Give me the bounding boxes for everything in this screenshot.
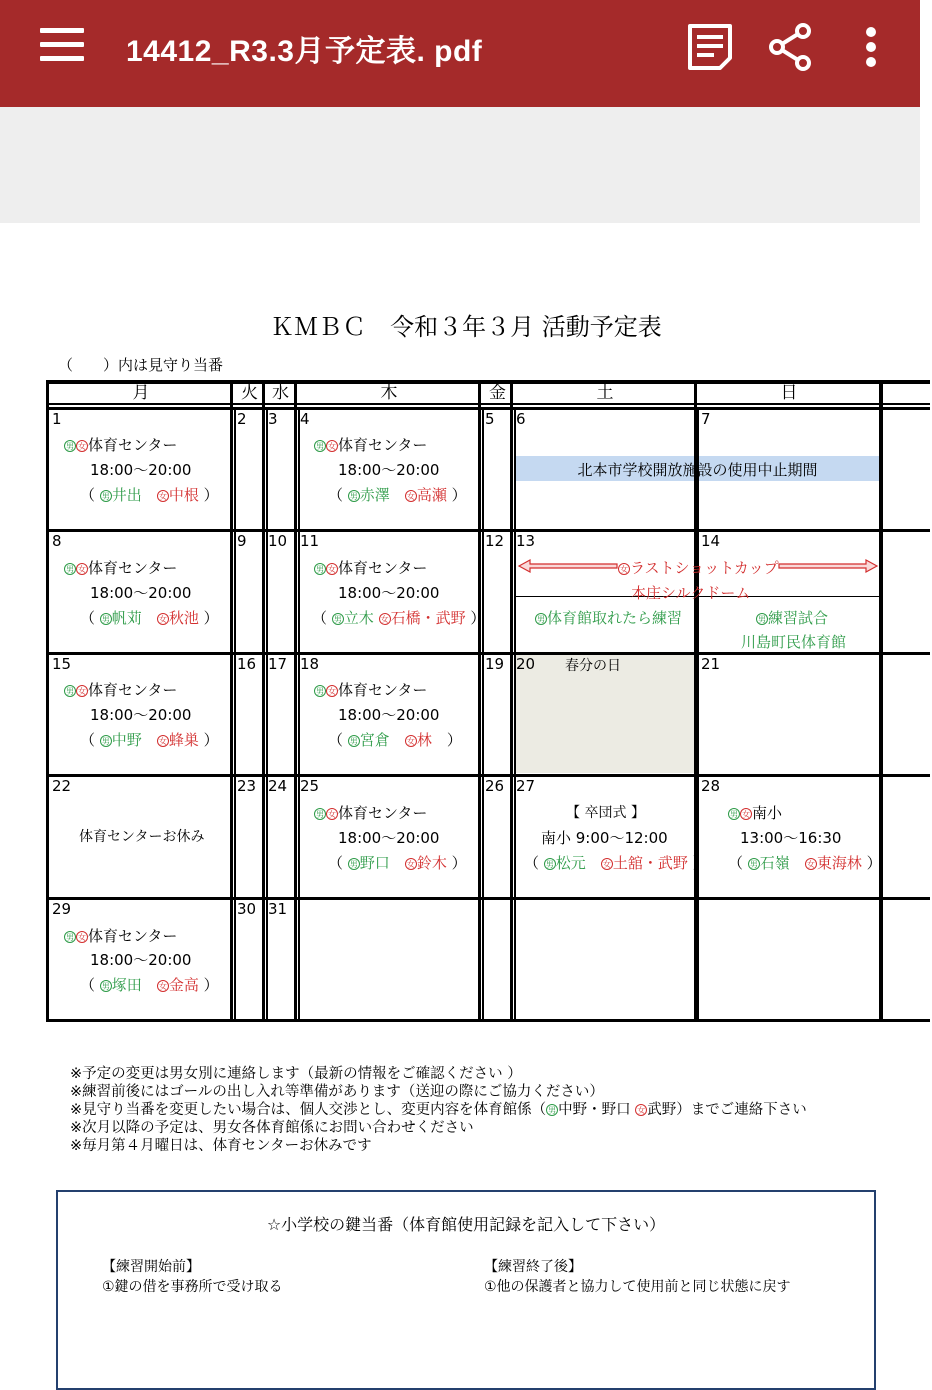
day-19: 19 (485, 655, 505, 673)
session-place: 男 女 体育センター (66, 927, 178, 945)
document-title: 14412_R3.3月予定表. pdf (126, 35, 483, 68)
session-place: 男 女 南小 (730, 804, 783, 822)
day-15: 15 (52, 655, 72, 673)
grid-vline (478, 380, 481, 1022)
grid-vline (482, 407, 484, 1022)
grid-vline (298, 407, 300, 1022)
day-20: 20 (516, 655, 536, 673)
cup-arrow-right (778, 559, 878, 573)
header-sat: 土 (596, 383, 614, 403)
before-practice-item: ①鍵の借を事務所で受け取る (102, 1279, 283, 1295)
session-time: 18:00～20:00 (338, 584, 440, 602)
closure-banner-text: 北本市学校開放施設の使用中止期間 (577, 461, 818, 479)
session-time: 18:00～20:00 (338, 829, 440, 847)
duty-parents: （ 男 赤澤 女 高瀬 ） (328, 486, 467, 504)
day-14: 14 (701, 532, 721, 550)
day-2: 2 (237, 410, 247, 428)
grid-vline (697, 407, 699, 1022)
header-thu: 木 (380, 383, 398, 403)
duty-parents: （ 男 塚田 女 金高 ） (80, 976, 219, 994)
session-place: 男 女 体育センター (316, 804, 428, 822)
day-18: 18 (300, 655, 320, 673)
day-12: 12 (485, 532, 505, 550)
session-place: 男 女 体育センター (316, 681, 428, 699)
key-duty-title: ☆小学校の鍵当番（体育館使用記録を記入して下さい） (266, 1215, 666, 1234)
duty-parents: （ 男 帆苅 女 秋池 ） (80, 609, 219, 627)
header-mon: 月 (132, 383, 150, 403)
session-place: 男 女 体育センター (316, 436, 428, 454)
duty-parents: （ 男 井出 女 中根 ） (80, 486, 219, 504)
day-13: 13 (516, 532, 536, 550)
day-10: 10 (268, 532, 288, 550)
cup-event: 女 ラストショットカップ (620, 559, 779, 577)
grid-hline (46, 897, 930, 900)
duty-parents: （ 男 立木 女 石橋・武野 ） (312, 609, 486, 627)
note-line: ※予定の変更は男女別に連絡します（最新の情報をご確認ください ） (70, 1066, 522, 1082)
grid-hline (46, 1019, 930, 1022)
day-11: 11 (300, 532, 320, 550)
cup-arrow-left (518, 559, 618, 573)
page-gap (0, 107, 920, 223)
sun-14-venue: 川島町民体育館 (741, 633, 847, 651)
footer-notes (70, 1065, 807, 1155)
day-6: 6 (516, 410, 526, 428)
header-sun: 日 (780, 383, 798, 403)
center-closed: 体育センターお休み (79, 829, 205, 845)
duty-parents: （ 男 中野 女 蜂巣 ） (80, 731, 219, 749)
day-26: 26 (485, 777, 505, 795)
day-25: 25 (300, 777, 320, 795)
grid-vline (46, 380, 49, 1022)
header-fri: 金 (489, 383, 506, 403)
share-icon[interactable] (768, 22, 818, 72)
day-30: 30 (237, 900, 257, 918)
day-31: 31 (268, 900, 288, 918)
note-line: ※毎月第４月曜日は、体育センターお休みです (70, 1138, 372, 1154)
session-time: 13:00～16:30 (740, 829, 842, 847)
day-8: 8 (52, 532, 62, 550)
grid-vline (514, 407, 516, 1022)
note-line: ※見守り当番を変更したい場合は、個人交渉とし、変更内容を体育館係（ 男 中野・野口 女 武野）までご連絡下さい (70, 1102, 807, 1118)
note-line: ※練習前後にはゴールの出し入れ等準備があります（送迎の際にご協力ください） (70, 1084, 604, 1100)
header-tue: 火 (241, 383, 258, 403)
day-29: 29 (52, 900, 72, 918)
day-17: 17 (268, 655, 288, 673)
graduation-event: 【 卒団式 】 (566, 805, 645, 821)
day-21: 21 (701, 655, 721, 673)
after-practice-heading: 【練習終了後】 (484, 1259, 582, 1275)
day-16: 16 (237, 655, 257, 673)
holiday-label: 春分の日 (565, 658, 621, 674)
key-duty-box (56, 1190, 876, 1390)
header-wed: 水 (272, 383, 289, 403)
session-time: 18:00～20:00 (90, 706, 192, 724)
day-28: 28 (701, 777, 721, 795)
grid-vline (262, 380, 265, 1022)
session-time: 18:00～20:00 (90, 461, 192, 479)
day-7: 7 (701, 410, 711, 428)
day-22: 22 (52, 777, 72, 795)
day-3: 3 (268, 410, 278, 428)
session-time: 18:00～20:00 (90, 584, 192, 602)
menu-icon[interactable] (40, 28, 84, 62)
cup-divider-v (697, 596, 698, 652)
session-place: 男 女 体育センター (66, 559, 178, 577)
grid-vline (294, 380, 297, 1022)
sat-13-practice: 男 体育館取れたら練習 (537, 609, 683, 627)
duty-parents: （ 男 松元 女 土舘・武野 ） (524, 854, 708, 872)
session-time: 18:00～20:00 (338, 706, 440, 724)
duty-parents: （ 男 宮倉 女 林 ） (328, 731, 462, 749)
grid-vline (230, 380, 233, 1022)
day-23: 23 (237, 777, 257, 795)
grid-vline (234, 407, 236, 1022)
cup-venue: 本庄シルクドーム (631, 584, 751, 602)
duty-note: （ ）内は見守り当番 (58, 356, 224, 374)
session-place: 男 女 体育センター (66, 436, 178, 454)
app-bar (0, 0, 920, 107)
graduation-time: 南小 9:00～12:00 (541, 829, 668, 847)
day-27: 27 (516, 777, 536, 795)
pdf-page (0, 223, 920, 1295)
page-title: ＫＭＢＣ 令和３年３月 活動予定表 (270, 313, 662, 341)
session-place: 男 女 体育センター (66, 681, 178, 699)
sun-14-match: 男 練習試合 (758, 609, 829, 627)
duty-parents: （ 男 野口 女 鈴木 ） (328, 854, 467, 872)
day-5: 5 (485, 410, 495, 428)
grid-vline (510, 380, 513, 1022)
before-practice-heading: 【練習開始前】 (102, 1259, 200, 1275)
more-vert-icon[interactable] (846, 22, 896, 72)
day-1: 1 (52, 410, 62, 428)
grid-vline (266, 407, 268, 1022)
day-24: 24 (268, 777, 288, 795)
day-9: 9 (237, 532, 247, 550)
session-time: 18:00～20:00 (338, 461, 440, 479)
session-time: 18:00～20:00 (90, 951, 192, 969)
note-line: ※次月以降の予定は、男女各体育館係にお問い合わせください (70, 1120, 474, 1136)
session-place: 男 女 体育センター (316, 559, 428, 577)
duty-parents: （ 男 石嶺 女 東海林 ） (728, 854, 882, 872)
day-4: 4 (300, 410, 310, 428)
after-practice-item: ①他の保護者と協力して使用前と同じ状態に戻す (484, 1279, 791, 1295)
notes-icon[interactable] (686, 22, 736, 72)
